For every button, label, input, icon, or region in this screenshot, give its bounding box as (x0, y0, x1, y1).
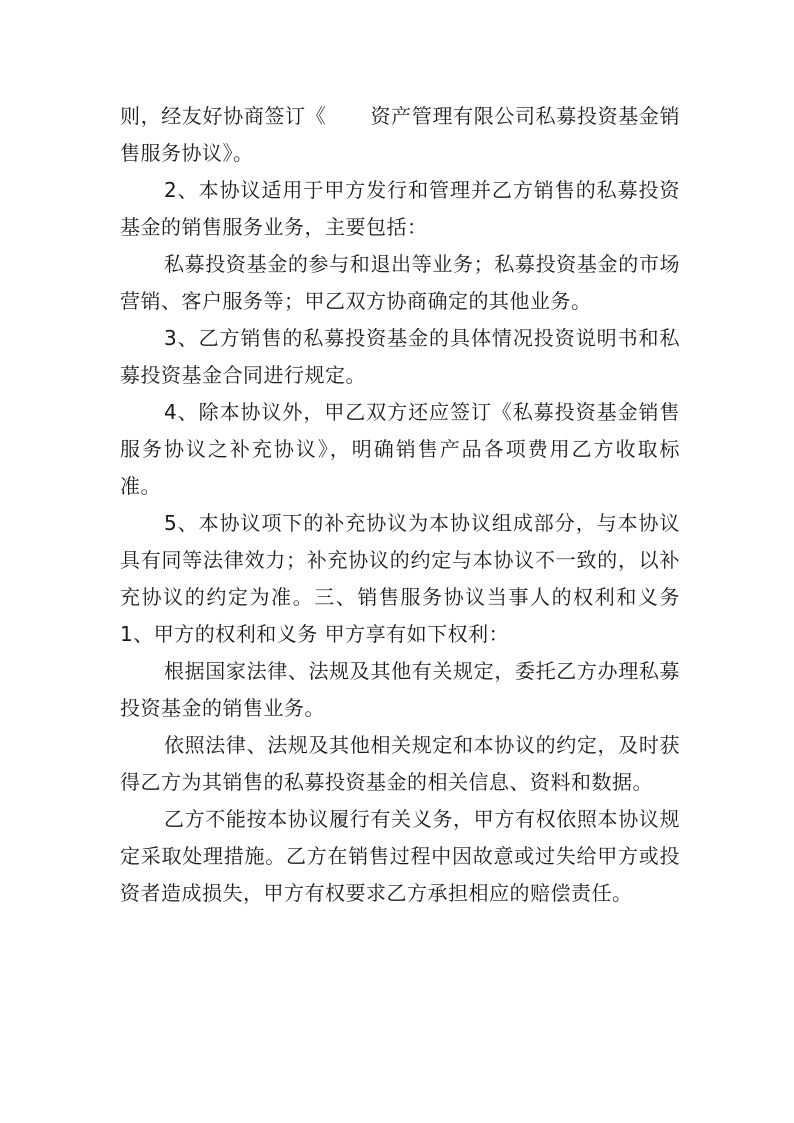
paragraph-business-scope: 私募投资基金的参与和退出等业务；私募投资基金的市场营销、客户服务等；甲乙双方协商确定的其他业务。 (120, 252, 680, 313)
paragraph-text-before-blank: 则，经友好协商签订《 (120, 104, 327, 128)
paragraph-right-entrust: 根据国家法律、法规及其他有关规定，委托乙方办理私募投资基金的销售业务。 (120, 659, 680, 720)
paragraph-clause-3: 3、乙方销售的私募投资基金的具体情况投资说明书和私募投资基金合同进行规定。 (120, 326, 680, 387)
paragraph-text-after-blank: 资产管理有限公司私募投资基金销售服务协议》。 (120, 104, 681, 165)
paragraph-clause-5: 5、本协议项下的补充协议为本协议组成部分，与本协议具有同等法律效力；补充协议的约定与本协议不一致的，以补充协议的约定为准。三、销售服务协议当事人的权利和义务 1、甲方的权利和义务 甲方享有如下权利： (120, 511, 680, 646)
document-body (120, 98, 680, 912)
paragraph-clause-4: 4、除本协议外，甲乙双方还应签订《私募投资基金销售服务协议之补充协议》，明确销售产品各项费用乙方收取标准。 (120, 400, 680, 498)
paragraph-right-remedy: 乙方不能按本协议履行有关义务，甲方有权依照本协议规定采取处理措施。乙方在销售过程中因故意或过失给甲方或投资者造成损失，甲方有权要求乙方承担相应的赔偿责任。 (120, 807, 680, 905)
paragraph-right-information: 依照法律、法规及其他相关规定和本协议的约定，及时获得乙方为其销售的私募投资基金的相关信息、资料和数据。 (120, 733, 680, 794)
paragraph-continuation (120, 98, 680, 172)
paragraph-clause-2: 2、本协议适用于甲方发行和管理并乙方销售的私募投资基金的销售服务业务，主要包括： (120, 178, 680, 239)
